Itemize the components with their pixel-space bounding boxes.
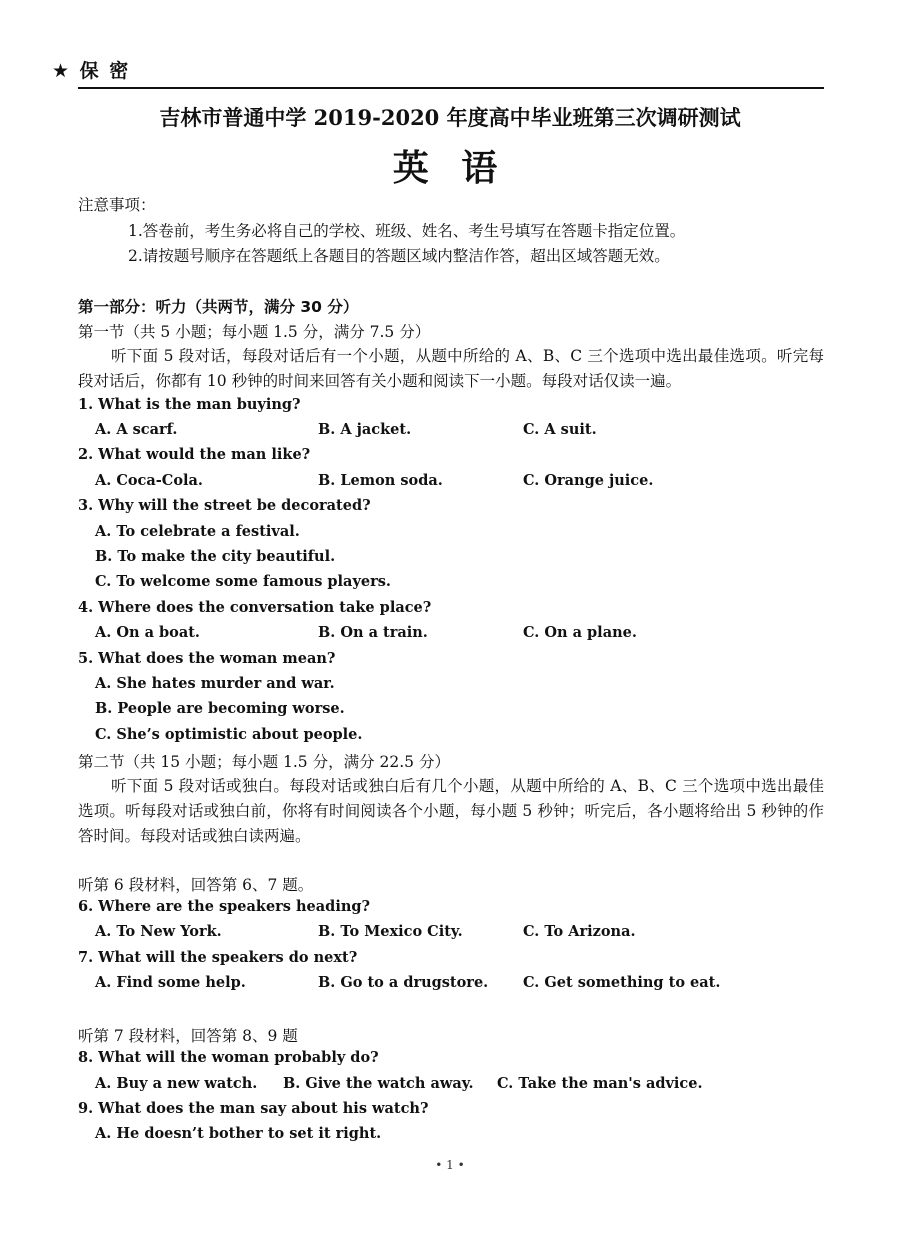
question-stem: 9. What does the man say about his watch?	[78, 1100, 429, 1117]
option: A. Buy a new watch.	[95, 1075, 258, 1092]
page-number: • 1 •	[435, 1158, 465, 1172]
option: B. People are becoming worse.	[95, 700, 345, 717]
section1-title: 第一节（共 5 小题；每小题 1.5 分，满分 7.5 分）	[78, 323, 431, 341]
material-heading: 听第 7 段材料，回答第 8、9 题	[78, 1027, 298, 1045]
option: A. Find some help.	[95, 974, 246, 991]
notes-title: 注意事项：	[78, 196, 156, 214]
exam-title: 吉林市普通中学 2019-2020 年度高中毕业班第三次调研测试	[159, 105, 741, 130]
option: C. A suit.	[523, 421, 597, 438]
question-stem: 1. What is the man buying?	[78, 396, 301, 413]
option: A. A scarf.	[95, 421, 178, 438]
section1-instructions: 听下面 5 段对话，每段对话后有一个小题，从题中所给的 A、B、C 三个选项中选出最佳选项。听完每段对话后，你都有 10 秒钟的时间来回答有关小题和阅读下一小题。每段对话仅读一遍。	[78, 347, 824, 390]
material-heading: 听第 6 段材料，回答第 6、7 题。	[78, 876, 314, 894]
option: B. To make the city beautiful.	[95, 548, 336, 565]
part1-title: 第一部分：听力（共两节，满分 30 分）	[78, 298, 359, 316]
option: C. She’s optimistic about people.	[95, 726, 363, 743]
confidential-label: ★ 保 密	[52, 60, 131, 82]
subject-title: 英 语	[392, 148, 508, 189]
option: A. Coca-Cola.	[95, 472, 203, 489]
option: B. Go to a drugstore.	[318, 974, 489, 991]
note-item: 1.答卷前，考生务必将自己的学校、班级、姓名、考生号填写在答题卡指定位置。	[128, 222, 686, 240]
option: B. Lemon soda.	[318, 472, 443, 489]
question-stem: 3. Why will the street be decorated?	[78, 497, 371, 514]
option: A. To New York.	[95, 923, 222, 940]
option: B. To Mexico City.	[318, 923, 463, 940]
note-item: 2.请按题号顺序在答题纸上各题目的答题区域内整洁作答，超出区域答题无效。	[128, 247, 670, 265]
option: A. He doesn’t bother to set it right.	[95, 1125, 382, 1142]
option: C. To welcome some famous players.	[95, 573, 391, 590]
question-stem: 7. What will the speakers do next?	[78, 949, 358, 966]
question-stem: 6. Where are the speakers heading?	[78, 898, 371, 915]
section2-instructions: 听下面 5 段对话或独白。每段对话或独白后有几个小题，从题中所给的 A、B、C 三个选项中选出最佳选项。听每段对话或独白前，你将有时间阅读各个小题，每小题 5 秒钟；听完后，各小题将给出 5 秒钟的作答时间。每段对话或独白读两遍。	[78, 777, 824, 845]
option: B. Give the watch away.	[283, 1075, 474, 1092]
option: C. Take the man's advice.	[497, 1075, 703, 1092]
option: C. To Arizona.	[523, 923, 636, 940]
question-stem: 5. What does the woman mean?	[78, 650, 336, 667]
option: B. On a train.	[318, 624, 428, 641]
question-stem: 2. What would the man like?	[78, 446, 311, 463]
option: C. On a plane.	[523, 624, 637, 641]
option: A. To celebrate a festival.	[95, 523, 300, 540]
header-divider	[78, 87, 824, 89]
option: C. Orange juice.	[523, 472, 654, 489]
question-stem: 4. Where does the conversation take place?	[78, 599, 432, 616]
option: C. Get something to eat.	[523, 974, 721, 991]
option: A. On a boat.	[95, 624, 200, 641]
question-stem: 8. What will the woman probably do?	[78, 1049, 379, 1066]
option: B. A jacket.	[318, 421, 412, 438]
section2-title: 第二节（共 15 小题；每小题 1.5 分，满分 22.5 分）	[78, 753, 450, 771]
option: A. She hates murder and war.	[95, 675, 335, 692]
